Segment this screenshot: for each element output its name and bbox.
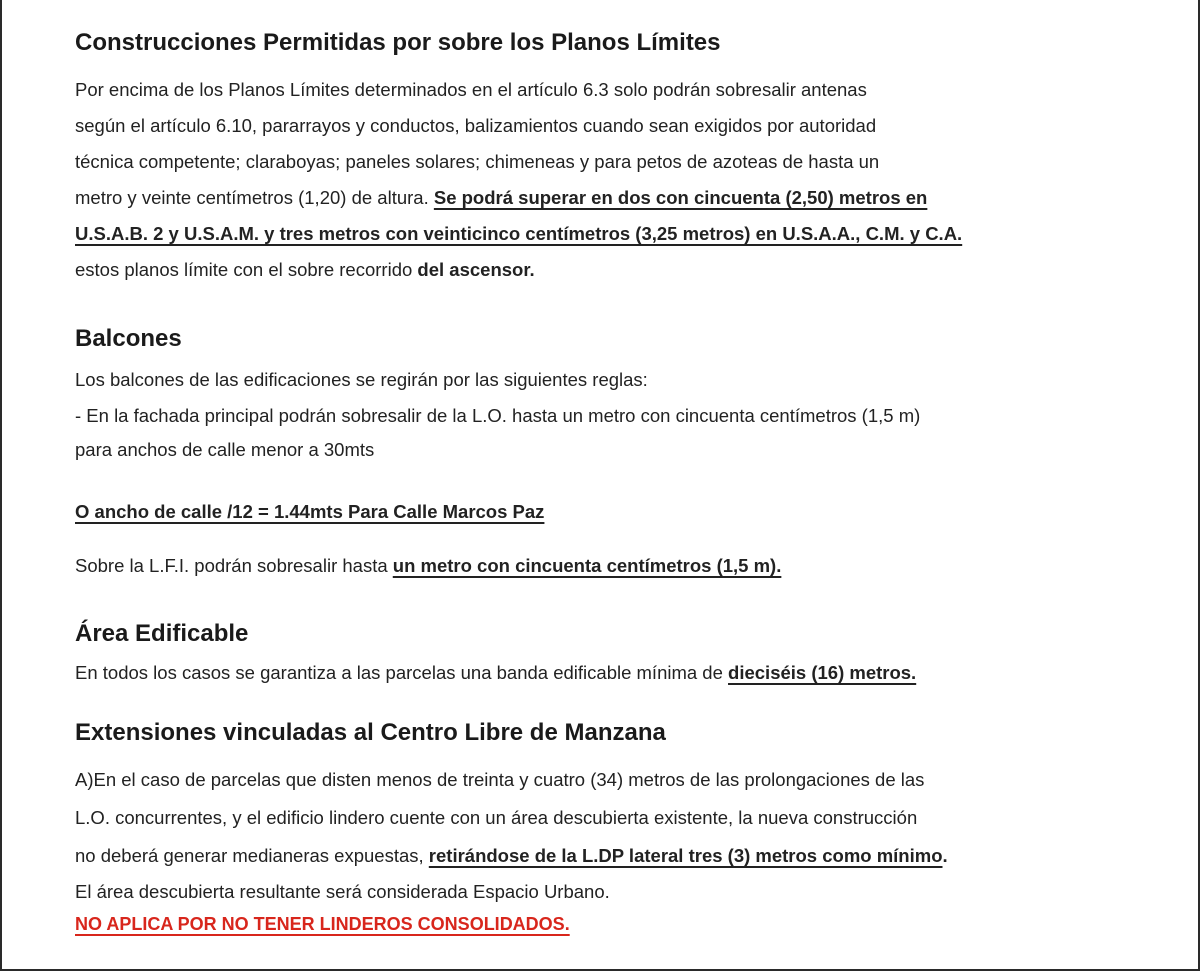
balcones-line-3: para anchos de calle menor a 30mts (75, 439, 375, 460)
extensiones-line-3-end: . (942, 845, 948, 866)
planos-line-4-emphasis: Se podrá superar en dos con cincuenta (2,50) metros en (433, 187, 928, 208)
area-line-1-plain: En todos los casos se garantiza a las parcelas una banda edificable mínima de (75, 662, 729, 683)
planos-line-2: según el artículo 6.10, pararrayos y conductos, balizamientos cuando sean exigidos por autoridad (75, 115, 877, 136)
not-applicable-note: NO APLICA POR NO TENER LINDEROS CONSOLIDADOS. (75, 914, 570, 934)
balcones-line-4 (75, 548, 781, 584)
balcones-line-4-emphasis: un metro con cincuenta centímetros (1,5 m). (392, 555, 782, 576)
planos-line-1: Por encima de los Planos Límites determinados en el artículo 6.3 solo podrán sobresalir antenas (75, 79, 867, 100)
planos-line-4 (75, 180, 927, 216)
planos-line-3: técnica competente; claraboyas; paneles solares; chimeneas y para petos de azoteas de hasta un (75, 151, 880, 172)
extensiones-line-3 (75, 838, 948, 874)
section-title-planos: Construcciones Permitidas por sobre los Planos Límites (75, 29, 721, 56)
extensiones-line-3-emphasis: retirándose de la L.DP lateral tres (3) metros como mínimo (428, 845, 943, 866)
planos-line-6 (75, 252, 535, 288)
balcones-line-4-plain: Sobre la L.F.I. podrán sobresalir hasta (75, 555, 393, 576)
section-title-balcones: Balcones (75, 325, 182, 352)
extensiones-line-1: A)En el caso de parcelas que disten menos de treinta y cuatro (34) metros de las prolongaciones de las (75, 769, 925, 790)
section-title-area: Área Edificable (75, 620, 249, 647)
extensiones-line-3-plain: no deberá generar medianeras expuestas, (75, 845, 429, 866)
extensiones-line-2: L.O. concurrentes, y el edificio lindero cuente con un área descubierta existente, la nueva construcción (75, 807, 918, 828)
area-line-1-emphasis: dieciséis (16) metros. (728, 662, 917, 683)
balcones-line-2: - En la fachada principal podrán sobresalir de la L.O. hasta un metro con cincuenta centímetros (1,5 m) (75, 405, 921, 426)
balcones-calculation: O ancho de calle /12 = 1.44mts Para Calle Marcos Paz (75, 501, 545, 522)
extensiones-line-4: El área descubierta resultante será considerada Espacio Urbano. (75, 881, 610, 902)
planos-line-6-emphasis: del ascensor. (417, 259, 535, 280)
planos-line-5 (75, 216, 962, 252)
area-line-1 (75, 655, 916, 691)
planos-line-6-plain: estos planos límite con el sobre recorrido (75, 259, 418, 280)
planos-line-5-emphasis: U.S.A.B. 2 y U.S.A.M. y tres metros con veinticinco centímetros (3,25 metros) en U.S.A.A., C.M. y C.A. (75, 223, 963, 244)
section-title-extensiones: Extensiones vinculadas al Centro Libre de Manzana (75, 719, 666, 746)
balcones-line-1: Los balcones de las edificaciones se regirán por las siguientes reglas: (75, 369, 648, 390)
planos-line-4-plain: metro y veinte centímetros (1,20) de altura. (75, 187, 434, 208)
